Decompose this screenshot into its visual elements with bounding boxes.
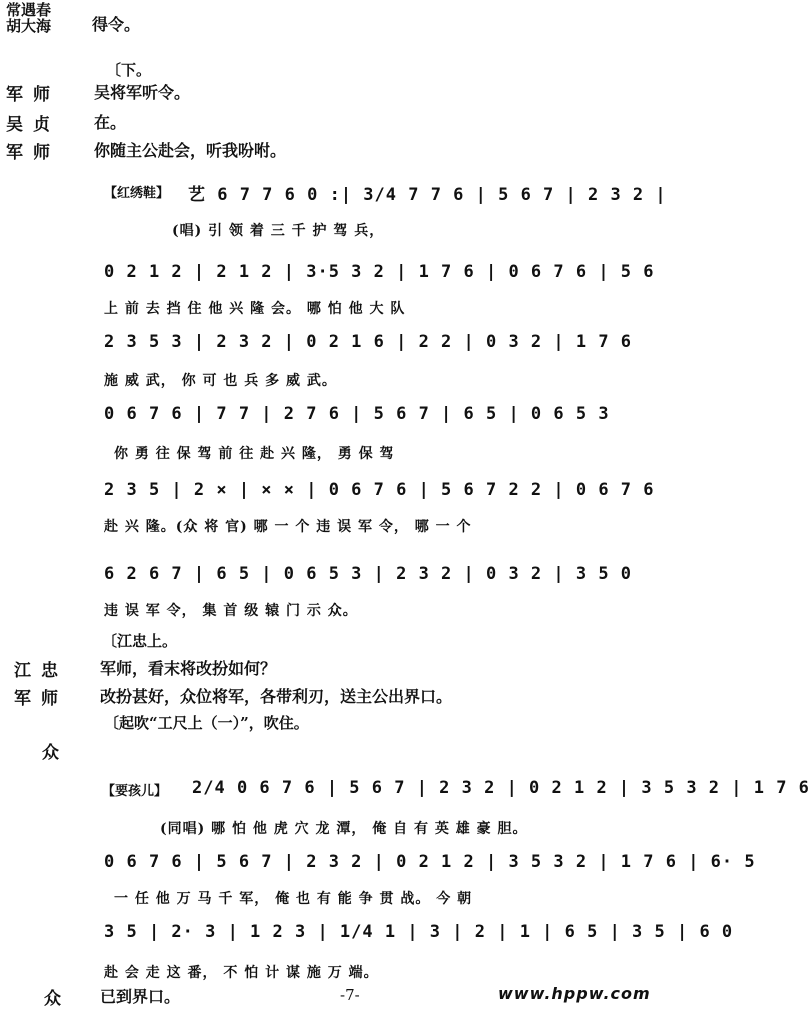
stage-direction: 〔下。: [106, 61, 152, 79]
notation-line: 2/4 0 6 7 6 | 5 6 7 | 2 3 2 | 0 2 1 2 | 3 5 3 2 | 1 7 6: [192, 778, 810, 798]
notation-line: 3 5 | 2· 3 | 1 2 3 | 1/4 1 | 3 | 2 | 1 | 6 5 | 3 5 | 6 0: [104, 922, 734, 942]
role-name: 吴贞: [6, 115, 60, 135]
role-name: 江忠: [14, 661, 68, 681]
role-name: 军师: [6, 143, 60, 163]
speech-text: 已到界口。: [100, 987, 181, 1006]
speech-text: 你随主公赴会，听我吩咐。: [94, 141, 287, 160]
speech-text: 军师，看末将改扮如何？: [100, 659, 277, 678]
lyric-line: 你 勇 往 保 驾 前 往 赴 兴 隆， 勇 保 驾: [114, 446, 395, 462]
lyric-line: (唱) 引 领 着 三 千 护 驾 兵，: [172, 223, 385, 239]
notation-line: 0 6 7 6 | 5 6 7 | 2 3 2 | 0 2 1 2 | 3 5 3 2 | 1 7 6 | 6· 5: [104, 852, 756, 872]
role-name: 胡大海: [6, 17, 52, 35]
tune-label: 【红绣鞋】: [104, 186, 170, 201]
notation-line: 艺 6 7 7 6 0 :| 3/4 7 7 6 | 5 6 7 | 2 3 2 |: [188, 185, 667, 205]
stage-direction: 〔起吹“工尺上（一）”，吹住。: [104, 714, 309, 732]
notation-line: 2 3 5 3 | 2 3 2 | 0 2 1 6 | 2 2 | 0 3 2 | 1 7 6: [104, 332, 633, 352]
lyric-line: 上 前 去 挡 住 他 兴 隆 会。 哪 怕 他 大 队: [104, 301, 406, 317]
role-name: 众: [42, 743, 69, 763]
speech-text: 改扮甚好，众位将军，各带利刃，送主公出界口。: [100, 687, 453, 706]
role-name: 军师: [14, 689, 68, 709]
lyric-line: 赴 兴 隆。(众 将 官) 哪 一 个 违 误 军 令， 哪 一 个: [104, 519, 472, 535]
tune-label: 【要孩儿】: [102, 784, 168, 799]
lyric-line: (同唱) 哪 怕 他 虎 穴 龙 潭， 俺 自 有 英 雄 豪 胆。: [160, 821, 528, 837]
notation-line: 2 3 5 | 2 × | × × | 0 6 7 6 | 5 6 7 2 2 | 0 6 7 6: [104, 480, 655, 500]
lyric-line: 施 威 武， 你 可 也 兵 多 威 武。: [104, 373, 337, 389]
role-name: 众: [44, 989, 71, 1009]
role-name: 军师: [6, 85, 60, 105]
role-stack: [6, 2, 51, 34]
watermark-text: www.hppw.com: [498, 984, 651, 1003]
page-number: -7-: [340, 986, 360, 1004]
speech-text: 得令。: [92, 15, 141, 34]
notation-line: 6 2 6 7 | 6 5 | 0 6 5 3 | 2 3 2 | 0 3 2 | 3 5 0: [104, 564, 633, 584]
notation-line: 0 2 1 2 | 2 1 2 | 3·5 3 2 | 1 7 6 | 0 6 7 6 | 5 6: [104, 262, 655, 282]
speech-text: 在。: [94, 113, 127, 132]
lyric-line: 赴 会 走 这 番， 不 怕 计 谋 施 万 端。: [104, 965, 379, 981]
lyric-line: 一 任 他 万 马 千 军， 俺 也 有 能 争 贯 战。 今 朝: [114, 891, 473, 907]
notation-line: 0 6 7 6 | 7 7 | 2 7 6 | 5 6 7 | 6 5 | 0 6 5 3: [104, 404, 610, 424]
stage-direction: 〔江忠上。: [102, 632, 178, 650]
lyric-line: 违 误 军 令， 集 首 级 辕 门 示 众。: [104, 603, 358, 619]
role-name: 常遇春: [6, 1, 52, 19]
speech-text: 吴将军听令。: [94, 83, 191, 102]
